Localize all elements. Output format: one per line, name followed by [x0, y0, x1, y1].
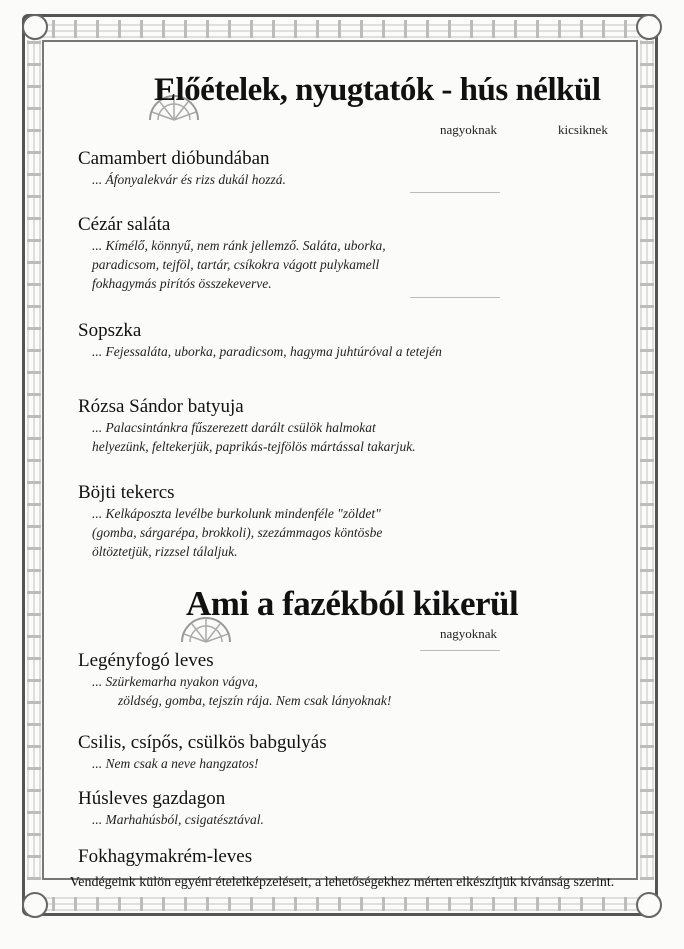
dish-item	[78, 396, 578, 456]
column-label-small: kicsiknek	[558, 122, 608, 137]
dish-description: ... Fejessaláta, uborka, paradicsom, hagyma juhtúróval a tetején	[92, 344, 442, 359]
dish-name: Camambert dióbundában	[78, 148, 270, 169]
price-line	[410, 297, 500, 298]
dish-description: paradicsom, tejföl, tartár, csíkokra vágott pulykamell	[92, 257, 380, 272]
dish-description: ... Kímélő, könnyű, nem ránk jellemző. Saláta, uborka,	[92, 238, 386, 253]
dish-name: Cézár saláta	[78, 214, 171, 235]
dish-description: zöldség, gomba, tejszín rája. Nem csak lányoknak!	[118, 693, 392, 708]
starters-title: Előételek, nyugtatók - hús nélkül	[154, 72, 601, 108]
dish-item	[78, 650, 578, 710]
corner-ornament-icon	[22, 14, 48, 40]
dish-item	[78, 214, 578, 293]
dish-description: ... Nem csak a neve hangzatos!	[92, 756, 259, 771]
dish-name: Rózsa Sándor batyuja	[78, 396, 244, 417]
dish-item	[78, 732, 578, 773]
dish-item	[78, 846, 578, 868]
dish-description: ... Palacsintánkra fűszerezett darált csülök halmokat	[92, 420, 376, 435]
corner-ornament-icon	[636, 14, 662, 40]
dish-description: ... Kelkáposzta levélbe burkolunk mindenféle "zöldet"	[92, 506, 381, 521]
corner-ornament-icon	[22, 892, 48, 918]
footer-note: Vendégeink külön egyéni ételelképzeléseit, a lehetőségekhez mérten elkészítjük kívánság szerint.	[69, 875, 615, 890]
dish-item	[78, 788, 578, 829]
dish-name: Fokhagymakrém-leves	[78, 846, 253, 867]
dish-item	[78, 320, 578, 361]
dish-name: Sopszka	[78, 320, 142, 341]
corner-ornament-icon	[636, 892, 662, 918]
dish-description: ... Szürkemarha nyakon vágva,	[92, 674, 258, 689]
price-line	[420, 650, 500, 651]
dish-name: Böjti tekercs	[78, 482, 175, 503]
dish-name: Legényfogó leves	[78, 650, 214, 671]
dish-description: ... Marhahúsból, csigatésztával.	[92, 812, 264, 827]
column-label-large: nagyoknak	[440, 626, 498, 641]
dish-name: Csilis, csípős, csülkös babgulyás	[78, 732, 327, 753]
price-line	[410, 192, 500, 193]
dish-description: (gomba, sárgarépa, brokkoli), szezámmagos köntösbe	[92, 525, 383, 540]
dish-description: ... Áfonyalekvár és rizs dukál hozzá.	[92, 172, 286, 187]
soups-title: Ami a fazékból kikerül	[186, 584, 519, 623]
dish-item	[78, 482, 578, 561]
dish-name: Húsleves gazdagon	[78, 788, 226, 809]
dish-description: öltöztetjük, rizzsel tálaljuk.	[92, 544, 238, 559]
dish-description: fokhagymás pirítós összekeverve.	[92, 276, 272, 291]
column-label-large: nagyoknak	[440, 122, 498, 137]
dish-item	[78, 148, 578, 189]
dish-description: helyezünk, feltekerjük, paprikás-tejfölös mártással takarjuk.	[92, 439, 416, 454]
